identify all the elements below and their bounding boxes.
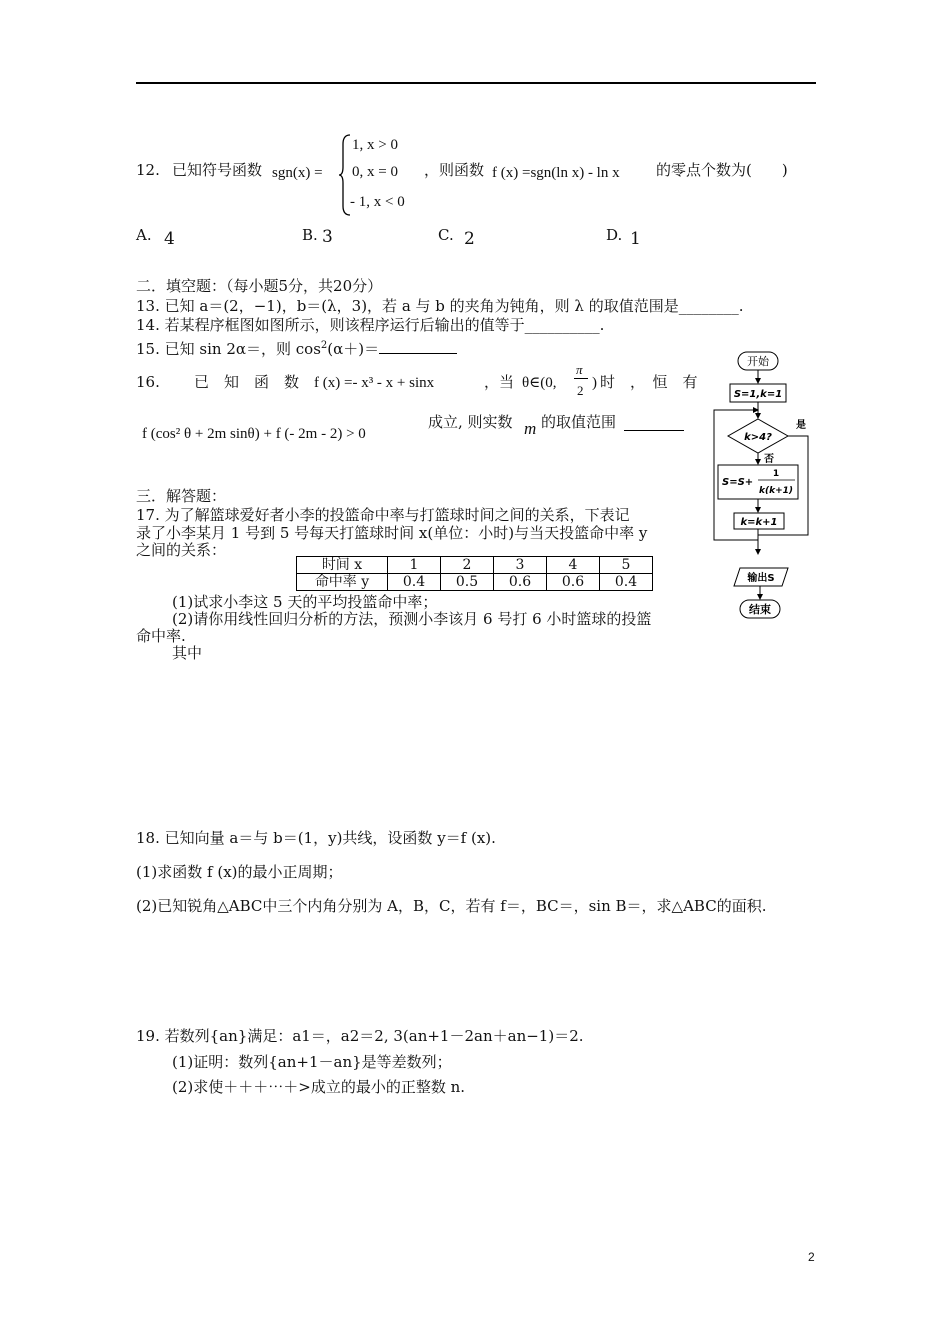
q16-number: 16. [136, 373, 160, 391]
q16-pi: π [576, 362, 583, 377]
q15-part-b: (α＋)＝ [327, 340, 380, 358]
q15-answer-blank [379, 339, 457, 354]
q17-line-1: 17. 为了解篮球爱好者小李的投篮命中率与打篮球时间之间的关系，下表记 [136, 506, 630, 524]
flowchart-update-s-prefix: S=S+ [722, 477, 754, 488]
q18-line-1: 18. 已知向量 a＝与 b＝(1，y)共线，设函数 y＝f (x). [136, 829, 496, 847]
q19-line-3: (2)求使＋＋＋⋯＋>成立的最小的正整数 n. [172, 1078, 466, 1096]
option-c-label: C. [438, 226, 454, 244]
q16-function: f (x) =- x³ - x + sinx [314, 375, 435, 391]
q13-text: 13. 已知 a＝(2，−1)，b＝(λ，3)，若 a 与 b 的夹角为钝角，则 λ 的取值范围是________. [136, 297, 744, 315]
page-number: 2 [808, 1250, 815, 1264]
q12-number: 12. [136, 161, 160, 179]
q14-text: 14. 若某程序框图如图所示，则该程序运行后输出的值等于__________. [136, 316, 605, 334]
table-row [297, 574, 653, 591]
q17-data-table [296, 556, 653, 591]
flowchart-update-s-den: k(k+1) [758, 486, 794, 496]
table-cell: 0.6 [494, 574, 547, 591]
q12-lead: 已知符号函数 [172, 161, 263, 179]
table-cell: 时间 x [297, 557, 388, 574]
q16-two: 2 [577, 383, 584, 398]
flowchart-no-label: 否 [764, 454, 774, 465]
flowchart-update-k-label: k=k+1 [740, 517, 778, 528]
q12-case-2: 0, x = 0 [352, 164, 398, 180]
section3-heading: 三．解答题： [136, 487, 227, 505]
q16-answer-blank [624, 430, 684, 431]
option-d-value: 1 [630, 229, 641, 249]
table-cell: 0.4 [388, 574, 441, 591]
q16-condition: f (cos² θ + 2m sinθ) + f (- 2m - 2) > 0 [142, 426, 366, 442]
table-cell: 0.4 [600, 574, 653, 591]
q12-case-1: 1, x > 0 [352, 137, 398, 153]
q15-sup: 2 [320, 340, 328, 351]
option-d-label: D. [606, 226, 623, 244]
q18-line-3: (2)已知锐角△ABC中三个内角分别为 A，B，C，若有 f＝，BC＝，sin B＝，求△ABC的面积. [136, 897, 767, 915]
table-row [297, 557, 653, 574]
table-cell: 命中率 y [297, 574, 388, 591]
q18-line-2: (1)求函数 f (x)的最小正周期； [136, 863, 343, 881]
q12-mid: ，则函数 [424, 161, 485, 179]
q16-shi: 时 ， 恒 有 [600, 373, 698, 391]
flowchart-yes-label: 是 [796, 420, 806, 431]
option-a-value: 4 [164, 229, 175, 249]
table-cell: 4 [547, 557, 600, 574]
flowchart-end-label: 结束 [749, 603, 771, 616]
q15-text [136, 337, 457, 358]
table-cell: 0.6 [547, 574, 600, 591]
program-flowchart [708, 348, 824, 628]
header-rule [136, 82, 816, 84]
table-cell: 5 [600, 557, 653, 574]
q16-m: m [524, 419, 537, 438]
q16-tail-2: 的取值范围 [541, 413, 617, 431]
q12-function: f (x) =sgn(ln x) - ln x [492, 165, 620, 181]
option-a-label: A. [136, 226, 152, 244]
q16-theta: θ∈(0, [522, 375, 557, 391]
q12-tail: 的零点个数为( ) [656, 161, 788, 179]
flowchart-update-s-num: 1 [772, 469, 780, 479]
q17-part-3: 其中 [172, 644, 203, 662]
section2-heading: 二．填空题：（每小题5分，共20分） [136, 277, 383, 295]
q17-part-2b: 命中率. [136, 627, 186, 645]
flowchart-init-label: S=1,k=1 [733, 389, 783, 400]
flowchart-cond-label: k>4? [744, 432, 772, 443]
q17-part-2a: (2)请你用线性回归分析的方法，预测小李该月 6 号打 6 小时篮球的投篮 [172, 610, 652, 628]
option-c-value: 2 [464, 229, 475, 249]
table-cell: 0.5 [441, 574, 494, 591]
q15-part-a: 15. 已知 sin 2α＝，则 cos [136, 340, 321, 358]
q16-fraction-bar [574, 378, 588, 379]
option-b-value: 3 [322, 227, 333, 247]
q16-lead: 已 知 函 数 [194, 373, 300, 391]
q16-close: ) [592, 375, 597, 391]
q17-line-2: 录了小李某月 1 号到 5 号每天打篮球时间 x(单位：小时)与当天投篮命中率 y [136, 524, 648, 542]
table-cell: 3 [494, 557, 547, 574]
q19-line-1: 19. 若数列{an}满足：a1＝，a2＝2, 3(an+1－2an＋an−1)＝2. [136, 1027, 584, 1045]
q19-line-2: (1)证明：数列{an+1－an}是等差数列； [172, 1053, 452, 1071]
q16-dang: ，当 [484, 373, 515, 391]
q17-part-1: (1)试求小李这 5 天的平均投篮命中率； [172, 593, 438, 611]
option-b-label: B. [302, 226, 318, 244]
table-cell: 2 [441, 557, 494, 574]
table-cell: 1 [388, 557, 441, 574]
q12-sgn: sgn(x) = [272, 165, 323, 181]
q17-line-3: 之间的关系： [136, 541, 227, 559]
flowchart-output-label: 输出S [747, 573, 775, 584]
q16-tail-1: 成立, 则实数 [428, 413, 513, 431]
flowchart-start-label: 开始 [747, 355, 769, 368]
q12-case-3: - 1, x < 0 [350, 194, 405, 210]
